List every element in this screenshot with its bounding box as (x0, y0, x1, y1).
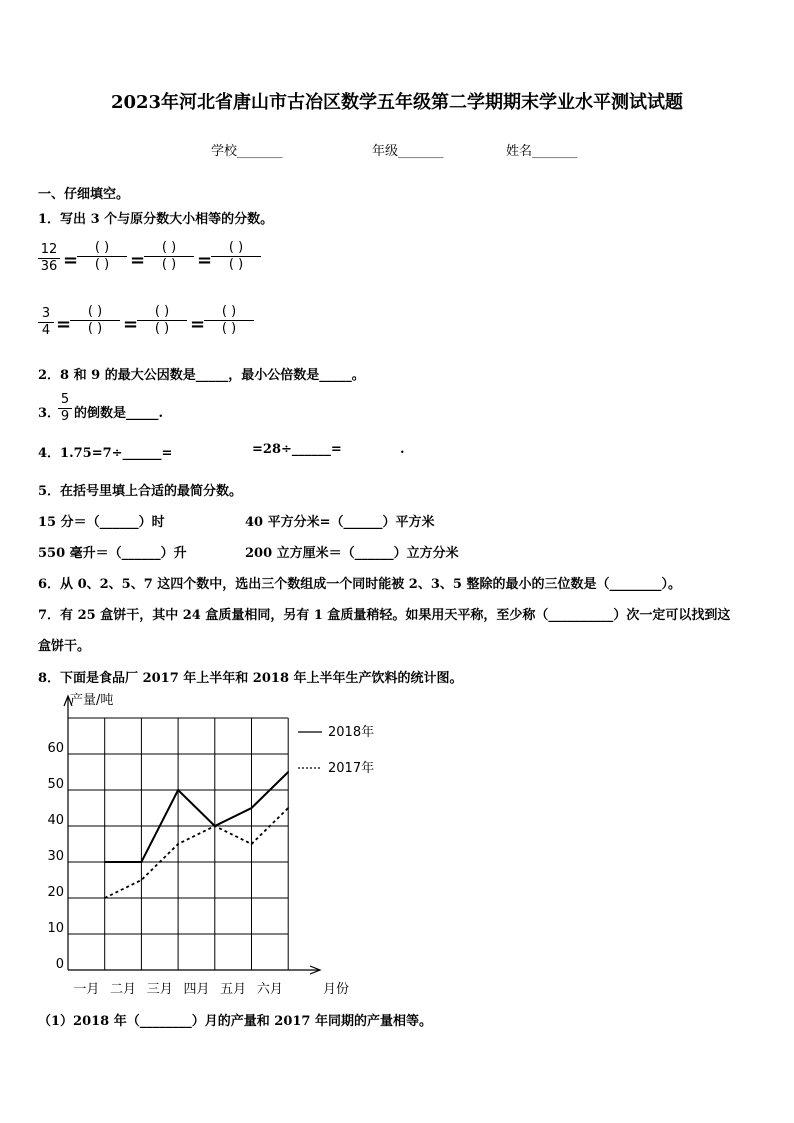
equals-sign: = (56, 314, 72, 335)
y-tick-label: 30 (47, 849, 64, 864)
question-2: 2．8 和 9 的最大公因数是_____，最小公倍数是_____。 (38, 368, 365, 383)
y-tick-label: 60 (47, 741, 64, 756)
blank-fraction (77, 240, 127, 273)
blank-fraction (144, 240, 194, 273)
x-tick-label: 二月 (110, 982, 137, 997)
question-6: 6．从 0、2、5、7 这四个数中，选出三个数组成一个同时能被 2、3、5 整除的最小的三位数是（________）。 (38, 577, 681, 592)
numerator: 3 (41, 306, 51, 321)
blank-denominator: ( ) (137, 320, 187, 337)
data-point (251, 807, 253, 809)
blank-denominator: ( ) (77, 256, 127, 273)
data-point (104, 897, 106, 899)
blank-denominator: ( ) (144, 256, 194, 273)
question-3-text: 的倒数是_____. (74, 406, 164, 421)
question-5-item: 15 分＝（______）时 (38, 515, 165, 530)
equals-sign: = (197, 250, 213, 271)
x-tick-label: 三月 (146, 982, 173, 997)
question-3-prefix: 3． (38, 406, 61, 421)
fraction-5-9 (58, 392, 72, 425)
blank-denominator: ( ) (204, 320, 254, 337)
blank-numerator: ( ) (154, 304, 170, 319)
denominator: 4 (38, 322, 54, 339)
chart-axes (64, 696, 320, 974)
question-7-line-2: 盒饼干。 (38, 639, 91, 654)
blank-denominator: ( ) (70, 320, 120, 337)
y-tick-label: 10 (47, 921, 64, 936)
data-point (251, 843, 253, 845)
name-field: 姓名_______ (506, 144, 578, 159)
y-tick-label: 50 (47, 777, 64, 792)
legend-label: 2017年 (328, 761, 375, 776)
data-point (214, 825, 216, 827)
data-point (177, 789, 179, 791)
x-tick-label: 一月 (73, 982, 100, 997)
data-point (287, 771, 289, 773)
equals-sign: = (123, 314, 139, 335)
question-5: 5．在括号里填上合适的最简分数。 (38, 484, 243, 499)
question-8: 8．下面是食品厂 2017 年上半年和 2018 年上半年生产饮料的统计图。 (38, 671, 463, 686)
question-5-item: 200 立方厘米＝（______）立方分米 (245, 546, 459, 561)
question-8-sub-1: （1）2018 年（________）月的产量和 2017 年同期的产量相等。 (38, 1014, 432, 1029)
blank-numerator: ( ) (228, 240, 244, 255)
production-line-chart (30, 688, 390, 1003)
x-tick-label: 五月 (220, 982, 247, 997)
equals-sign: = (190, 314, 206, 335)
y-tick-label: 0 (55, 957, 64, 972)
series-line-2018年 (105, 772, 289, 862)
numerator: 12 (40, 242, 58, 257)
legend-label: 2018年 (328, 725, 375, 740)
section-heading: 一、仔细填空。 (38, 187, 130, 202)
equals-sign: = (130, 250, 146, 271)
question-5-item: 40 平方分米=（______）平方米 (245, 515, 435, 530)
grade-field: 年级_______ (372, 144, 444, 159)
data-point (141, 861, 143, 863)
question-4-part-a: 4．1.75=7÷______= (38, 446, 173, 461)
question-7-line-1: 7．有 25 盒饼干，其中 24 盒质量相同，另有 1 盒质量稍轻。如果用天平称，至少称（__________）次一定可以找到这 (38, 608, 731, 623)
blank-fraction (137, 304, 187, 337)
blank-numerator: ( ) (87, 304, 103, 319)
fraction-12-36 (38, 242, 60, 275)
blank-numerator: ( ) (221, 304, 237, 319)
question-1: 1．写出 3 个与原分数大小相等的分数。 (38, 212, 274, 227)
blank-fraction (70, 304, 120, 337)
x-tick-label: 四月 (183, 982, 210, 997)
denominator: 9 (58, 408, 72, 425)
denominator: 36 (38, 258, 60, 275)
page-title: 2023年河北省唐山市古冶区数学五年级第二学期期末学业水平测试试题 (110, 92, 684, 113)
question-4-part-b: =28÷______= (252, 442, 342, 457)
data-point (177, 843, 179, 845)
data-point (104, 861, 106, 863)
blank-fraction (204, 304, 254, 337)
blank-numerator: ( ) (161, 240, 177, 255)
series-line-2017年 (105, 808, 289, 898)
blank-fraction (211, 240, 261, 273)
blank-numerator: ( ) (94, 240, 110, 255)
chart-labels (47, 692, 374, 997)
y-axis-label: 产量/吨 (70, 693, 114, 708)
data-point (141, 879, 143, 881)
question-4-part-c: . (400, 442, 405, 457)
numerator: 5 (60, 392, 70, 407)
question-5-item: 550 毫升＝（______）升 (38, 546, 187, 561)
y-tick-label: 40 (47, 813, 64, 828)
x-tick-label: 六月 (256, 982, 283, 997)
y-tick-label: 20 (47, 885, 64, 900)
data-point (287, 807, 289, 809)
blank-denominator: ( ) (211, 256, 261, 273)
x-axis-label: 月份 (323, 982, 350, 997)
equals-sign: = (63, 250, 79, 271)
school-field: 学校_______ (211, 144, 283, 159)
fraction-3-4 (38, 306, 54, 339)
